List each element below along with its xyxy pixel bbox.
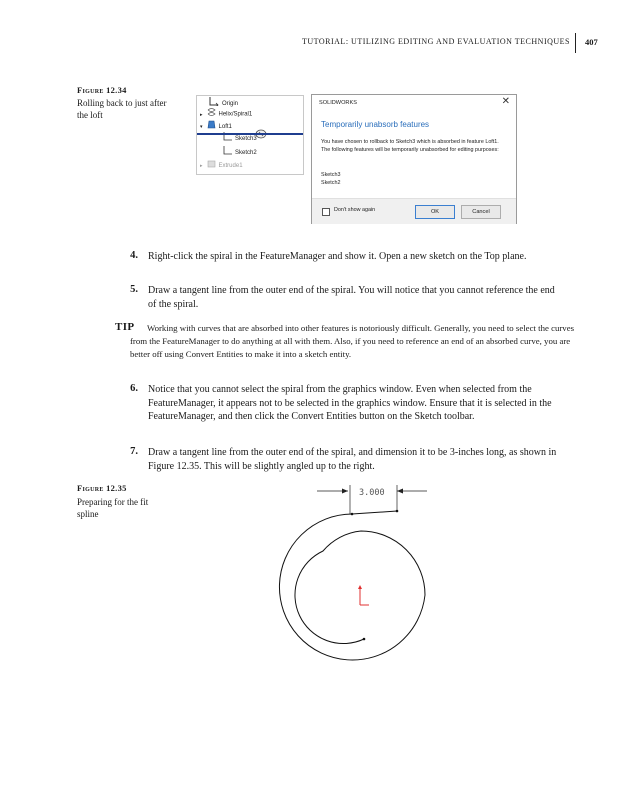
dimension-value: 3.000 (359, 488, 385, 498)
tree-item-origin[interactable] (209, 97, 238, 107)
tangent-line (352, 511, 397, 514)
tree-item-sketch2[interactable] (223, 146, 257, 156)
endpoint (396, 510, 399, 513)
tree-item-extrude[interactable] (200, 159, 243, 169)
step-text: Notice that you cannot select the spiral from the graphics window. Even when selected from the FeatureManager, it appears not to be selected in the graphics window. Ensure that it is selected in the FeatureManager, and then click the Convert Entities button on the Sketch toolbar. (148, 384, 552, 422)
dont-show-again-checkbox[interactable] (322, 208, 330, 216)
figure-caption: Rolling back to just after the loft (77, 98, 167, 120)
ok-button[interactable]: OK (415, 205, 455, 219)
tip-text: Working with curves that are absorbed into other features is notoriously difficult. Generally, you need to select the curves from the FeatureManager to do anything at all with them. Also, if you need to reference an end of an absorbed curve, you are better off using Convert Entities to make it into a sketch entity. (130, 323, 575, 360)
spiral-curve (279, 514, 425, 660)
rollback-bar[interactable] (197, 133, 303, 135)
cursor-icon (254, 129, 268, 141)
dialog-feature-item: Sketch2 (321, 180, 341, 186)
step-text: Draw a tangent line from the outer end of the spiral, and dimension it to be 3-inches long, as shown in Figure 12.35. This will be slightly angled up to the right. (148, 447, 557, 472)
tree-item-loft[interactable] (200, 120, 232, 130)
endpoint (351, 513, 354, 516)
collapse-arrow-icon: ▾ (200, 124, 203, 131)
spiral-sketch (270, 480, 450, 690)
tree-item-label: Extrude1 (218, 163, 243, 170)
dialog-feature-item: Sketch3 (321, 172, 341, 178)
header-divider (575, 33, 576, 53)
figure-caption: Preparing for the fit spline (77, 497, 149, 519)
dont-show-again-label: Don't show again (334, 207, 376, 213)
step-text: Right-click the spiral in the FeatureManager and show it. Open a new sketch on the Top plane. (148, 251, 527, 262)
running-header (0, 37, 636, 51)
running-header-title: TUTORIAL: UTILIZING EDITING AND EVALUATION TECHNIQUES (301, 37, 570, 46)
tree-item-label: Loft1 (218, 124, 232, 131)
cancel-button[interactable]: Cancel (461, 205, 501, 219)
helix-icon (207, 108, 216, 120)
step-number: 6. (130, 383, 138, 394)
dialog-heading: Temporarily unabsorb features (321, 120, 430, 129)
tree-item-label: Sketch2 (235, 150, 257, 157)
tree-item-label: Origin (222, 101, 239, 108)
loft-icon (207, 120, 216, 133)
sketch-icon (223, 146, 232, 159)
dialog-footer (312, 198, 516, 224)
dialog-message: You have chosen to rollback to Sketch3 which is absorbed in feature Loft1. The following features will be temporarily unabsorbed for editing purposes: (321, 139, 499, 153)
step-number: 5. (130, 284, 138, 295)
endpoint (363, 638, 366, 641)
expand-arrow-icon: ▸ (200, 163, 203, 170)
tip-label: TIP (115, 321, 135, 333)
tree-item-label: Sketch3 (235, 136, 257, 143)
unabsorb-dialog (311, 94, 517, 224)
origin-icon (358, 585, 369, 605)
step-text: Draw a tangent line from the outer end of the spiral. You will notice that you cannot reference the end of the spiral. (148, 285, 555, 310)
figure-label: Figure 12.34 (77, 85, 127, 95)
tree-item-helix[interactable] (200, 108, 252, 118)
figure-label: Figure 12.35 (77, 483, 127, 493)
close-icon[interactable]: ✕ (501, 96, 510, 107)
extrude-icon (207, 159, 216, 172)
tree-item-label: Helix/Spiral1 (218, 111, 253, 118)
dialog-title: SOLIDWORKS (319, 100, 357, 106)
feature-manager-tree (196, 95, 304, 175)
step-number: 7. (130, 446, 138, 457)
expand-arrow-icon: ▸ (200, 111, 203, 118)
page-number: 407 (585, 37, 598, 47)
step-number: 4. (130, 250, 138, 261)
